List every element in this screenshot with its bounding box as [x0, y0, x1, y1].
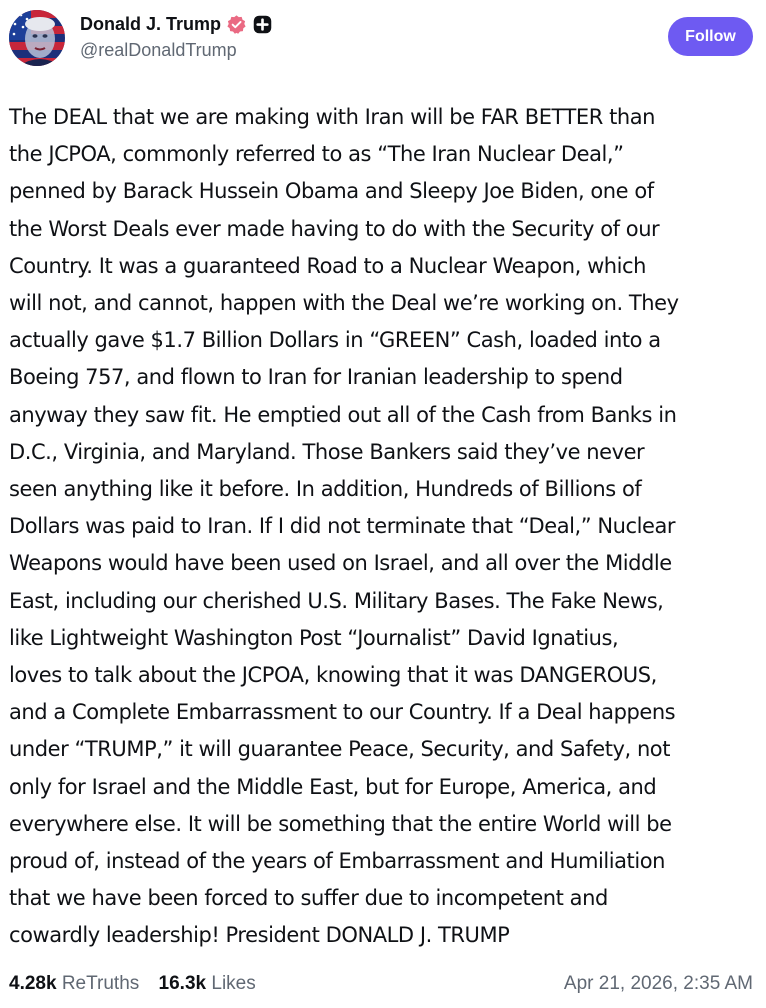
- post-footer: [9, 968, 753, 1000]
- retruths-stat[interactable]: [9, 968, 139, 1000]
- post-line: Country. It was a guaranteed Road to a Nuclear Weapon, which: [9, 253, 646, 278]
- post-line: cowardly leadership! President DONALD J. TRUMP: [9, 923, 510, 948]
- post-line: actually gave $1.7 Billion Dollars in “GREEN” Cash, loaded into a: [9, 328, 661, 353]
- author-handle[interactable]: @realDonaldTrump: [80, 40, 237, 60]
- post-timestamp[interactable]: Apr 21, 2026, 2:35 AM: [563, 973, 753, 994]
- portrait-avatar-icon[interactable]: [9, 10, 65, 66]
- likes-stat[interactable]: [159, 968, 256, 1000]
- post-line: that we have been forced to suffer due to incompetent and: [9, 886, 608, 911]
- follow-button[interactable]: Follow: [668, 17, 753, 56]
- verified-badge-icon: [226, 14, 247, 35]
- post-line: under “TRUMP,” it will guarantee Peace, Security, and Safety, not: [9, 737, 670, 762]
- post-line: penned by Barack Hussein Obama and Sleepy Joe Biden, one of: [9, 179, 654, 204]
- post-line: the Worst Deals ever made having to do with the Security of our: [9, 216, 660, 241]
- post-body: [9, 99, 759, 955]
- post-line: proud of, instead of the years of Embarrassment and Humiliation: [9, 849, 665, 874]
- post-line: and a Complete Embarrassment to our Country. If a Deal happens: [9, 700, 676, 725]
- post-line: D.C., Virginia, and Maryland. Those Bankers said they’ve never: [9, 439, 645, 464]
- post-line: will not, and cannot, happen with the Deal we’re working on. They: [9, 291, 679, 316]
- post-line: seen anything like it before. In addition, Hundreds of Billions of: [9, 477, 642, 502]
- author-name-row: [80, 12, 273, 36]
- likes-count: 16.3k: [158, 973, 207, 994]
- post-header: [0, 0, 766, 80]
- post-line: Dollars was paid to Iran. If I did not terminate that “Deal,” Nuclear: [9, 514, 676, 539]
- retruths-count: 4.28k: [9, 973, 57, 994]
- post-line: everywhere else. It will be something that the entire World will be: [9, 811, 672, 836]
- post-line: Boeing 757, and flown to Iran for Iranian leadership to spend: [9, 365, 623, 390]
- author-display-name[interactable]: Donald J. Trump: [80, 13, 222, 34]
- post-line: the JCPOA, commonly referred to as “The Iran Nuclear Deal,”: [9, 142, 624, 167]
- plus-badge-icon: [252, 14, 273, 35]
- post-line: The DEAL that we are making with Iran will be FAR BETTER than: [9, 105, 656, 129]
- retruths-label: ReTruths: [61, 973, 140, 994]
- post-line: Weapons would have been used on Israel, and all over the Middle: [9, 551, 672, 576]
- post-line: only for Israel and the Middle East, but for Europe, America, and: [9, 774, 657, 799]
- post-line: loves to talk about the JCPOA, knowing that it was DANGEROUS,: [9, 663, 657, 688]
- likes-label: Likes: [211, 973, 256, 994]
- post-line: anyway they saw fit. He emptied out all of the Cash from Banks in: [9, 402, 677, 427]
- post-line: East, including our cherished U.S. Military Bases. The Fake News,: [9, 588, 664, 613]
- post-line: like Lightweight Washington Post “Journalist” David Ignatius,: [9, 625, 619, 650]
- post-stats: [9, 968, 270, 1000]
